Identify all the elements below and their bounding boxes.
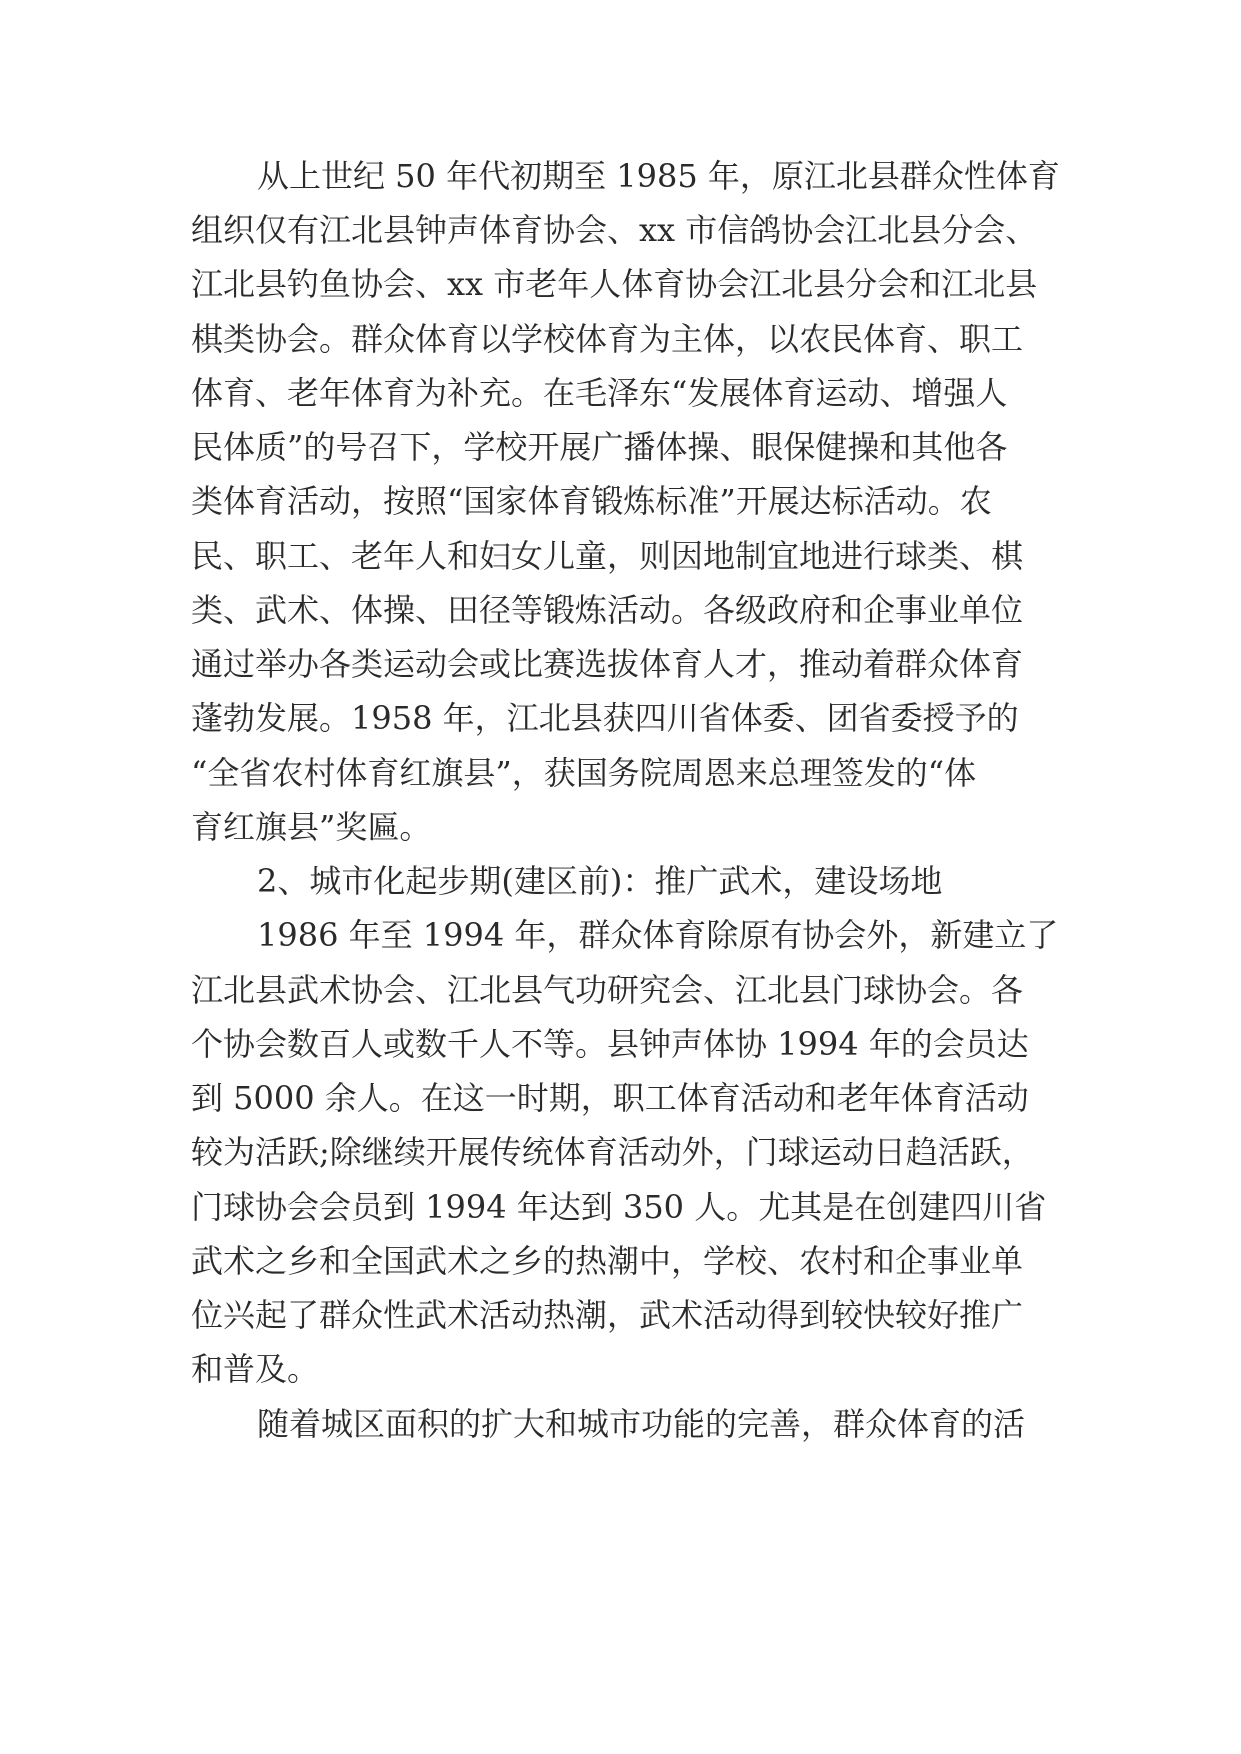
text-line: 通过举办各类运动会或比赛选拔体育人才，推动着群众体育 [191, 645, 1024, 683]
text-line: 1986 年至 1994 年，群众体育除原有协会外，新建立了 [257, 916, 1059, 954]
text-line: “全省农村体育红旗县”，获国务院周恩来总理签发的“体 [191, 754, 977, 792]
text-line: 育红旗县”奖匾。 [191, 808, 432, 846]
text-line: 武术之乡和全国武术之乡的热潮中，学校、农村和企事业单 [191, 1242, 1024, 1280]
text-line: 从上世纪 50 年代初期至 1985 年，原江北县群众性体育 [257, 157, 1060, 195]
text-line: 江北县钓鱼协会、xx 市老年人体育协会江北县分会和江北县 [191, 265, 1038, 303]
text-line: 类、武术、体操、田径等锻炼活动。各级政府和企事业单位 [191, 591, 1024, 629]
text-line: 个协会数百人或数千人不等。县钟声体协 1994 年的会员达 [191, 1025, 1029, 1063]
text-line: 位兴起了群众性武术活动热潮，武术活动得到较快较好推广 [191, 1296, 1024, 1334]
text-line: 棋类协会。群众体育以学校体育为主体，以农民体育、职工 [191, 320, 1024, 358]
text-line: 类体育活动，按照“国家体育锻炼标准”开展达标活动。农 [191, 482, 992, 520]
text-line: 民体质”的号召下，学校开展广播体操、眼保健操和其他各 [191, 428, 1008, 466]
text-line: 江北县武术协会、江北县气功研究会、江北县门球协会。各 [191, 971, 1024, 1009]
text-line: 随着城区面积的扩大和城市功能的完善，群众体育的活 [257, 1405, 1026, 1443]
section-heading: 2、城市化起步期(建区前)：推广武术，建设场地 [257, 862, 943, 900]
text-line: 门球协会会员到 1994 年达到 350 人。尤其是在创建四川省 [191, 1188, 1047, 1226]
text-line: 较为活跃;除继续开展传统体育活动外，门球运动日趋活跃， [191, 1133, 1034, 1171]
text-line: 蓬勃发展。1958 年，江北县获四川省体委、团省委授予的 [191, 699, 1019, 737]
text-line: 民、职工、老年人和妇女儿童，则因地制宜地进行球类、棋 [191, 537, 1024, 575]
text-line: 和普及。 [191, 1350, 320, 1388]
text-line: 体育、老年体育为补充。在毛泽东“发展体育运动、增强人 [191, 374, 1008, 412]
text-line: 组织仅有江北县钟声体育协会、xx 市信鸽协会江北县分会、 [191, 211, 1038, 249]
text-line: 到 5000 余人。在这一时期，职工体育活动和老年体育活动 [191, 1079, 1029, 1117]
